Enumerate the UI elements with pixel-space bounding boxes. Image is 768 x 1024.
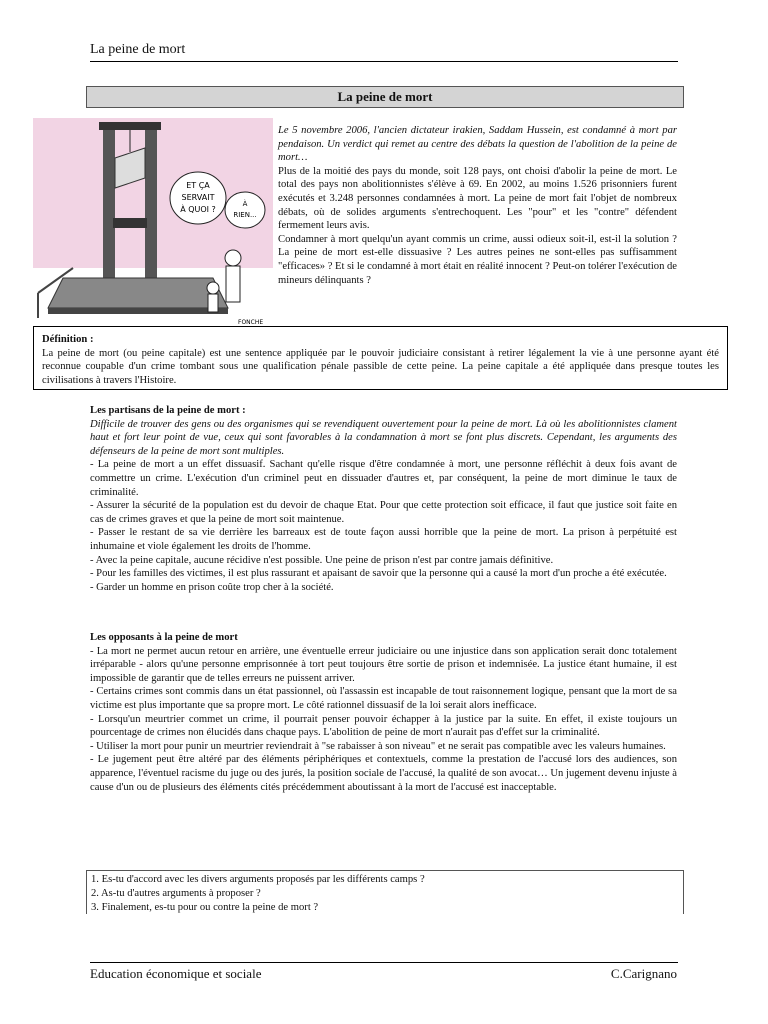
opposants-item: - Utiliser la mort pour punir un meurtrier reviendrait à "se rabaisser à son niveau" et ne serait pas compatible avec les valeurs humaines. <box>90 740 666 752</box>
partisans-item: - La peine de mort a un effet dissuasif. Sachant qu'elle risque d'être condamnée à mort, une personne réfléchit à deux fois avant de commettre un crime. L'exécution d'un criminel peut en dissuader d'autres et, par conséquent, la peine de mort diminue le taux de criminalité. <box>90 459 677 498</box>
definition-label: Définition : <box>42 334 94 345</box>
intro-section <box>278 124 677 287</box>
footer-author: C.Carignano <box>610 966 677 981</box>
page-header: La peine de mort <box>90 42 186 57</box>
header-rule <box>90 61 678 62</box>
partisans-item: - Assurer la sécurité de la population est du devoir de chaque Etat. Pour que cette protection soit efficace, il faut que justice soit faite en cas de crimes graves et que la peine de mort soit maintenue. <box>90 500 677 525</box>
intro-lead: Le 5 novembre 2006, l'ancien dictateur irakien, Saddam Hussein, est condamné à mort par pendaison. Un verdict qui remet au centre des débats la question de l'abolition de la peine de mort… <box>278 125 677 164</box>
bubble1-line3: À QUOI ? <box>180 205 216 214</box>
footer-subject: Education économique et sociale <box>90 966 262 981</box>
question-1: 1. Es-tu d'accord avec les divers arguments proposés par les différents camps ? <box>91 874 425 885</box>
definition-box <box>33 326 728 390</box>
definition-text: La peine de mort (ou peine capitale) est une sentence appliquée par le pouvoir judiciaire consistant à retirer légalement la vie à une personne ayant été reconnue coupable d'un crime tombant sous une qualification pénale passible de cette peine. La peine capitale a été appliquée dans presque toutes les civilisations à travers l'Histoire. <box>42 347 719 386</box>
intro-paragraph-2: Condamner à mort quelqu'un ayant commis un crime, aussi odieux soit-il, est-il la solution ? La peine de mort est-elle dissuasive ? Les autres peines ne sont-elles pas suffisamment "efficaces» ? Et si le condamné à mort était en réalité innocent ? Peut-on tolérer l'exécution de mineurs délinquants ? <box>278 233 678 286</box>
bubble2-line2: RIEN... <box>233 211 257 219</box>
bubble1-line1: ET ÇA <box>186 181 210 190</box>
guillotine-cartoon <box>33 118 273 328</box>
opposants-item: - La mort ne permet aucun retour en arrière, une éventuelle erreur judiciaire ou une injustice dans son application serait donc totalement irréparable - alors qu'une personne emprisonnée à tort peut toujours être sortie de prison et indemnisée. La justice étant humaine, il est impossible de garantir que de telles erreurs ne puissent arriver. <box>90 645 677 684</box>
partisans-heading: Les partisans de la peine de mort : <box>90 405 246 416</box>
cartoon-signature: FONCHE <box>238 319 264 326</box>
document-title: La peine de mort <box>86 86 684 108</box>
opposants-item: - Le jugement peut être altéré par des éléments périphériques et contextuels, comme la prestation de l'accusé lors des audiences, son apparence, l'éventuel racisme du juge ou des jurés, la position sociale de l'accusé, la qualité de son avocat… Un jugement devenu injuste à cause d'un ou de plusieurs des éléments cités précédemment aboutissant à la mort de l'accusé est inacceptable. <box>90 754 677 793</box>
partisans-section <box>90 404 677 594</box>
opposants-heading: Les opposants à la peine de mort <box>90 632 238 643</box>
partisans-item: - Avec la peine capitale, aucune récidive n'est possible. Une peine de prison n'est par contre jamais définitive. <box>90 554 554 566</box>
opposants-item: - Lorsqu'un meurtrier commet un crime, il pourrait penser pouvoir échapper à la justice par la suite. En effet, il existe toujours un pourcentage de crimes non élucidés dans chaque pays. L'abolition de peine de mort n'aurait pas d'effet sur la criminalité. <box>90 713 677 739</box>
opposants-item: - Certains crimes sont commis dans un état passionnel, où l'assassin est incapable de tout raisonnement logique, pensant que la mort de sa victime est plus importante que sa propre mort. Le côté rationnel dissuasif de la loi serait alors inefficace. <box>90 686 677 711</box>
bubble1-line2: SERVAIT <box>181 193 215 202</box>
opposants-section <box>90 631 677 794</box>
partisans-item: - Passer le restant de sa vie derrière les barreaux est de toute façon aussi horrible que la peine de mort. La prison à perpétuité est inhumaine et viole également les droits de l'homme. <box>90 527 677 552</box>
footer-rule <box>90 962 678 963</box>
partisans-item: - Garder un homme en prison coûte trop cher à la société. <box>90 581 334 593</box>
partisans-item: - Pour les familles des victimes, il est plus rassurant et apaisant de savoir que la personne qui a causé la mort d'un proche a été exécutée. <box>90 568 667 580</box>
question-3: 3. Finalement, es-tu pour ou contre la peine de mort ? <box>91 902 319 913</box>
question-2: 2. As-tu d'autres arguments à proposer ? <box>91 888 261 899</box>
partisans-intro: Difficile de trouver des gens ou des organismes qui se revendiquent ouvertement pour la peine de mort. Là où les abolitionnistes clament haut et fort leur point de vue, ceux qui sont favorables à la condamnation à mort se font plus discrets. Cependant, les arguments des défenseurs de la peine de mort sont multiples. <box>90 418 677 457</box>
questions-box <box>86 870 684 914</box>
bubble2-line1: À <box>242 200 248 208</box>
intro-paragraph-1: Plus de la moitié des pays du monde, soit 128 pays, ont choisi d'abolir la peine de mort. Le total des pays non abolitionnistes s'élève à 69. En 2002, au moins 1.526 prisonniers furent exécutés et 3.248 personnes condamnées à mort. La peine de mort fait l'objet de nombreux débats, où de solides arguments s'entrechoquent. Les "pour" et les "contre" défendent fermement leurs avis. <box>278 165 677 232</box>
